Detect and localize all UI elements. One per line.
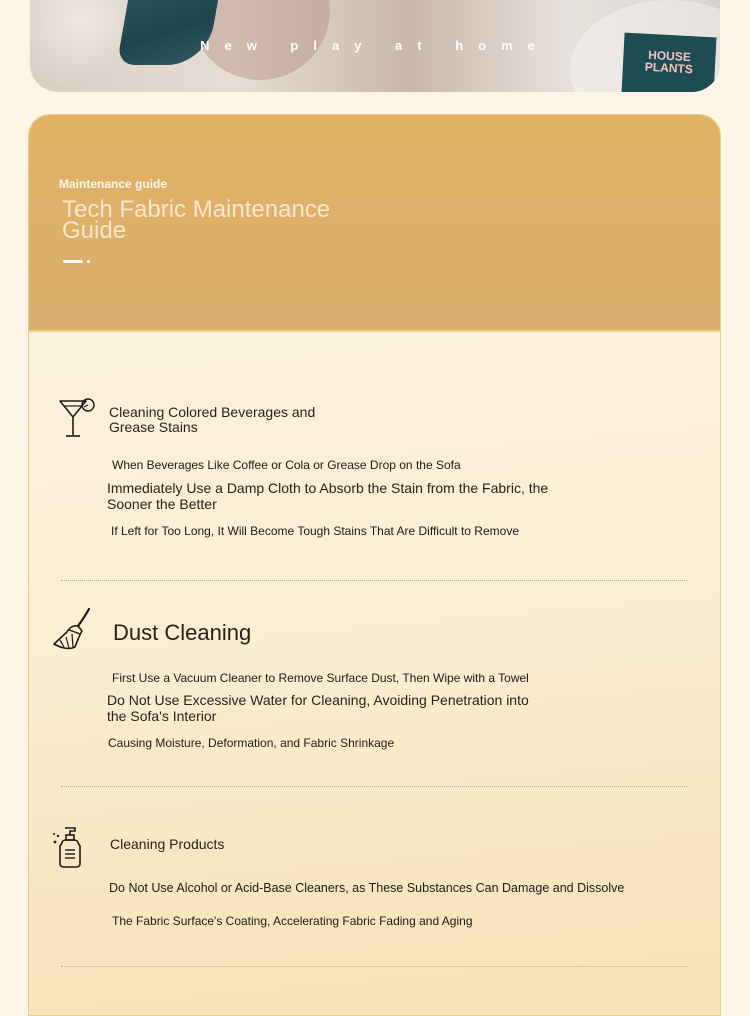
hero-banner [30, 0, 720, 92]
section-title: Dust Cleaning [113, 620, 252, 645]
section-eyebrow: Maintenance guide [59, 177, 168, 191]
guide-line: The Fabric Surface's Coating, Accelerating Fabric Fading and Aging [112, 914, 473, 928]
title-underline [63, 260, 83, 263]
cocktail-glass-icon [57, 398, 97, 440]
title-underline-dot [87, 260, 90, 263]
guide-line: When Beverages Like Coffee or Cola or Grease Drop on the Sofa [112, 458, 461, 472]
section-title: Cleaning Colored Beverages and Grease Stains [109, 404, 316, 435]
broom-icon [51, 606, 95, 652]
section-title: Cleaning Products [110, 836, 225, 852]
guide-line-emphasis: Do Not Use Excessive Water for Cleaning, Avoiding Penetration into the Sofa's Interior [107, 692, 529, 724]
guide-line-emphasis: Immediately Use a Damp Cloth to Absorb the Stain from the Fabric, the Sooner the Better [107, 480, 549, 512]
guide-line: First Use a Vacuum Cleaner to Remove Surface Dust, Then Wipe with a Towel [112, 671, 529, 685]
book-image: HOUSE PLANTS [621, 33, 716, 92]
section-divider [61, 966, 687, 967]
soap-bottle-icon [51, 826, 87, 870]
banner-tagline: New play at home [200, 38, 550, 53]
guide-line: Causing Moisture, Deformation, and Fabric Shrinkage [108, 736, 395, 750]
maintenance-card [28, 114, 721, 1016]
card-body [29, 332, 720, 1016]
section-divider [61, 580, 687, 581]
guide-line: If Left for Too Long, It Will Become Tough Stains That Are Difficult to Remove [111, 524, 519, 538]
page-title: Tech Fabric Maintenance Guide [62, 196, 331, 244]
section-divider [61, 786, 687, 787]
card-header [29, 115, 720, 332]
guide-line: Do Not Use Alcohol or Acid-Base Cleaners, as These Substances Can Damage and Dissolve [109, 881, 625, 895]
